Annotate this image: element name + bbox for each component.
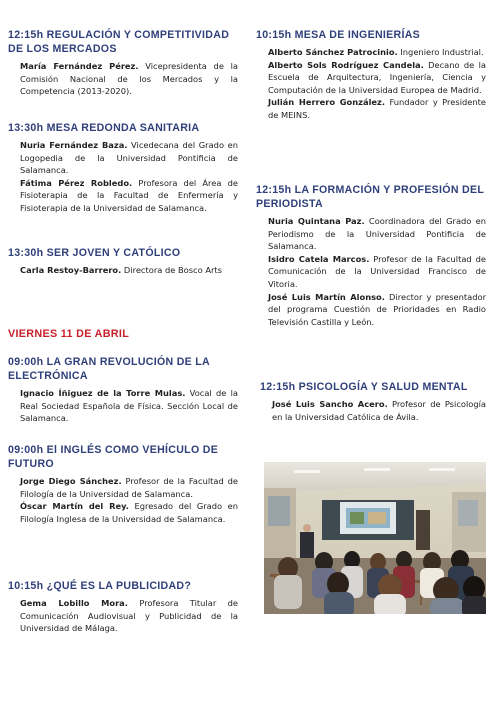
speaker-entry: María Fernández Pérez. Vicepresidenta de la Comisión Nacional de los Mercados y la Competencia (2013-2020).	[20, 61, 238, 97]
session-mesa-sanitaria	[8, 121, 238, 215]
speaker-entry: Óscar Martín del Rey. Egresado del Grado en Filología Inglesa de la Universidad de Salamanca.	[20, 501, 239, 524]
session-heading: 12:15h PSICOLOGÍA Y SALUD MENTAL	[260, 381, 468, 393]
session-regulacion	[8, 28, 238, 98]
session-heading: 12:15h LA FORMACIÓN Y PROFESIÓN DEL PERIODISTA	[256, 184, 484, 210]
session-heading: 13:30h MESA REDONDA SANITARIA	[8, 122, 200, 134]
speaker-entry: Alberto Sánchez Patrocinio. Ingeniero Industrial.	[268, 47, 484, 57]
session-psicologia	[260, 380, 486, 423]
speaker-entry: Isidro Catela Marcos. Profesor de la Facultad de Comunicación de la Universidad Francisco de Vitoria.	[268, 253, 486, 289]
session-electronica	[8, 355, 238, 425]
session-publicidad	[8, 579, 238, 635]
speaker-entry: Jorge Diego Sánchez. Profesor de la Facultad de Filología de la Universidad de Salamanca.	[20, 476, 238, 499]
session-heading: 13:30h SER JOVEN Y CATÓLICO	[8, 247, 181, 259]
session-ingles	[8, 443, 238, 525]
session-heading: 12:15h REGULACIÓN Y COMPETITIVIDAD DE LOS MERCADOS	[8, 29, 230, 55]
speaker-entry: Gema Lobillo Mora. Profesora Titular de Comunicación Audiovisual y Publicidad de la Universidad de Málaga.	[20, 598, 239, 634]
session-heading: 10:15h ¿QUÉ ES LA PUBLICIDAD?	[8, 580, 192, 592]
session-heading: 09:00h LA GRAN REVOLUCIÓN DE LA ELECTRÓNICA	[8, 356, 210, 382]
speaker-entry: Nuria Fernández Baza. Vicedecana del Grado en Logopedia de la Universidad Pontificia de Salamanca.	[20, 140, 238, 176]
speaker-entry: Fátima Pérez Robledo. Profesora del Área de Fisioterapia de la Facultad de Enfermería y Fisioterapia de la Universidad de Salamanca.	[20, 177, 238, 213]
speaker-entry: Julián Herrero González. Fundador y Presidente de MEINS.	[268, 97, 486, 120]
speaker-entry: Nuria Quintana Paz. Coordinadora del Grado en Periodismo de la Universidad Pontificia de Salamanca.	[268, 216, 486, 252]
event-photo	[264, 462, 486, 614]
classroom-audience-image	[264, 462, 486, 614]
session-heading: 09:00h El INGLÉS COMO VEHÍCULO DE FUTURO	[8, 444, 219, 470]
session-periodista	[256, 183, 486, 328]
session-ingenierias	[256, 28, 486, 122]
day-heading: VIERNES 11 DE ABRIL	[8, 328, 130, 340]
session-heading: 10:15h MESA DE INGENIERÍAS	[256, 29, 421, 41]
speaker-entry: José Luis Martín Alonso. Director y presentador del programa Cuestión de Prioridades en Radio Televisión Castilla y León.	[268, 291, 486, 327]
speaker-entry: Carla Restoy-Barrero. Directora de Bosco Arts	[20, 265, 222, 275]
speaker-entry: Alberto Sols Rodríguez Candela. Decano de la Escuela de Arquitectura, Ingeniería, Ciencia y Computación de la Universidad Europea de Madrid.	[268, 59, 486, 95]
speaker-entry: José Luis Sancho Acero. Profesor de Psicología en la Universidad Católica de Ávila.	[272, 399, 486, 422]
session-ser-joven	[8, 246, 238, 277]
speaker-entry: Ignacio Íñiguez de la Torre Mulas. Vocal de la Real Sociedad Española de Física. Sección Local de Salamanca.	[20, 388, 238, 424]
